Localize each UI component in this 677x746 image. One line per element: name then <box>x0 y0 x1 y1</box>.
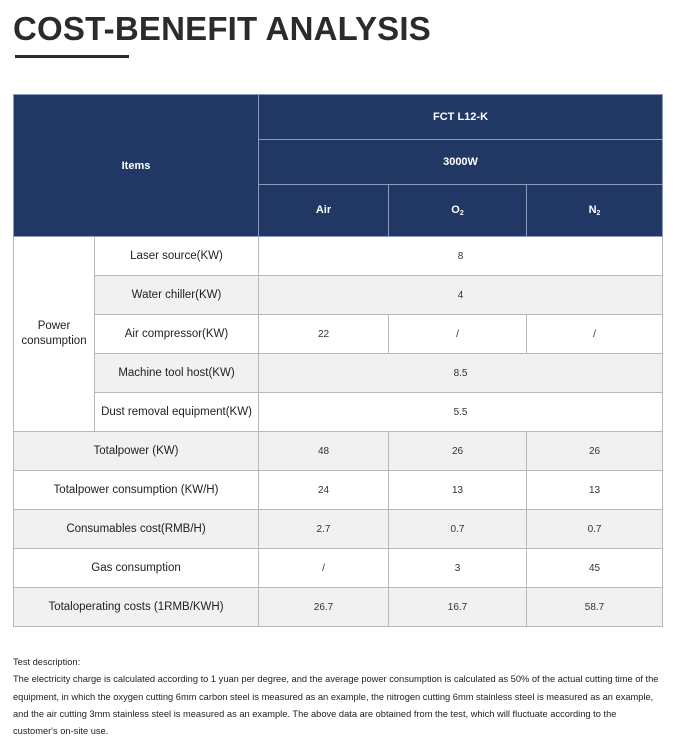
value-total-operating-costs-air: 26.7 <box>259 588 389 627</box>
value-gas-consumption-air: / <box>259 549 389 588</box>
value-air-compressor-air: 22 <box>259 315 389 354</box>
value-total-power-consumption-o2: 13 <box>389 471 527 510</box>
gas-header-n2: $N_2$ <box>527 185 663 237</box>
test-description <box>13 654 663 740</box>
value-total-power-n2: 26 <box>527 432 663 471</box>
value-air-compressor-o2: / <box>389 315 527 354</box>
value-gas-consumption-o2: 3 <box>389 549 527 588</box>
test-description-heading: Test description: <box>13 657 81 667</box>
value-air-compressor-n2: / <box>527 315 663 354</box>
value-total-operating-costs-n2: 58.7 <box>527 588 663 627</box>
model-header: FCT L12-K <box>259 95 663 140</box>
row-label-water-chiller: Water chiller(KW) <box>95 276 259 315</box>
row-label-air-compressor: Air compressor(KW) <box>95 315 259 354</box>
row-label-total-operating-costs: Totaloperating costs (1RMB/KWH) <box>14 588 259 627</box>
value-consumables-cost-air: 2.7 <box>259 510 389 549</box>
value-dust-removal: 5.5 <box>259 393 663 432</box>
value-total-power-consumption-n2: 13 <box>527 471 663 510</box>
value-gas-consumption-n2: 45 <box>527 549 663 588</box>
value-total-power-o2: 26 <box>389 432 527 471</box>
row-label-dust-removal: Dust removal equipment(KW) <box>95 393 259 432</box>
gas-header-air: Air <box>259 185 389 237</box>
value-machine-tool-host: 8.5 <box>259 354 663 393</box>
row-label-total-power-consumption: Totalpower consumption (KW/H) <box>14 471 259 510</box>
row-label-laser-source: Laser source(KW) <box>95 237 259 276</box>
cost-benefit-table <box>13 94 663 627</box>
value-total-power-consumption-air: 24 <box>259 471 389 510</box>
value-total-operating-costs-o2: 16.7 <box>389 588 527 627</box>
value-laser-source: 8 <box>259 237 663 276</box>
value-consumables-cost-n2: 0.7 <box>527 510 663 549</box>
row-label-total-power: Totalpower (KW) <box>14 432 259 471</box>
value-water-chiller: 4 <box>259 276 663 315</box>
value-consumables-cost-o2: 0.7 <box>389 510 527 549</box>
row-label-consumables-cost: Consumables cost(RMB/H) <box>14 510 259 549</box>
row-label-gas-consumption: Gas consumption <box>14 549 259 588</box>
power-consumption-group: Power consumption <box>14 237 95 432</box>
test-description-body: The electricity charge is calculated according to 1 yuan per degree, and the average power consumption is calculated as 50% of the actual cutting time of the equipment, in which the oxygen cutting 6mm carbon steel is measured as an example, the nitrogen cutting 6mm stainless steel is measured as an example, and the air cutting 3mm stainless steel is measured as an example. The above data are obtained from the test, which will fluctuate according to the customer's on-site use. <box>13 674 659 737</box>
row-label-machine-tool-host: Machine tool host(KW) <box>95 354 259 393</box>
items-header: Items <box>14 95 259 237</box>
value-total-power-air: 48 <box>259 432 389 471</box>
title-underline <box>15 55 129 58</box>
page-title: COST-BENEFIT ANALYSIS <box>13 10 431 47</box>
power-header: 3000W <box>259 140 663 185</box>
gas-header-o2: $O_2$ <box>389 185 527 237</box>
